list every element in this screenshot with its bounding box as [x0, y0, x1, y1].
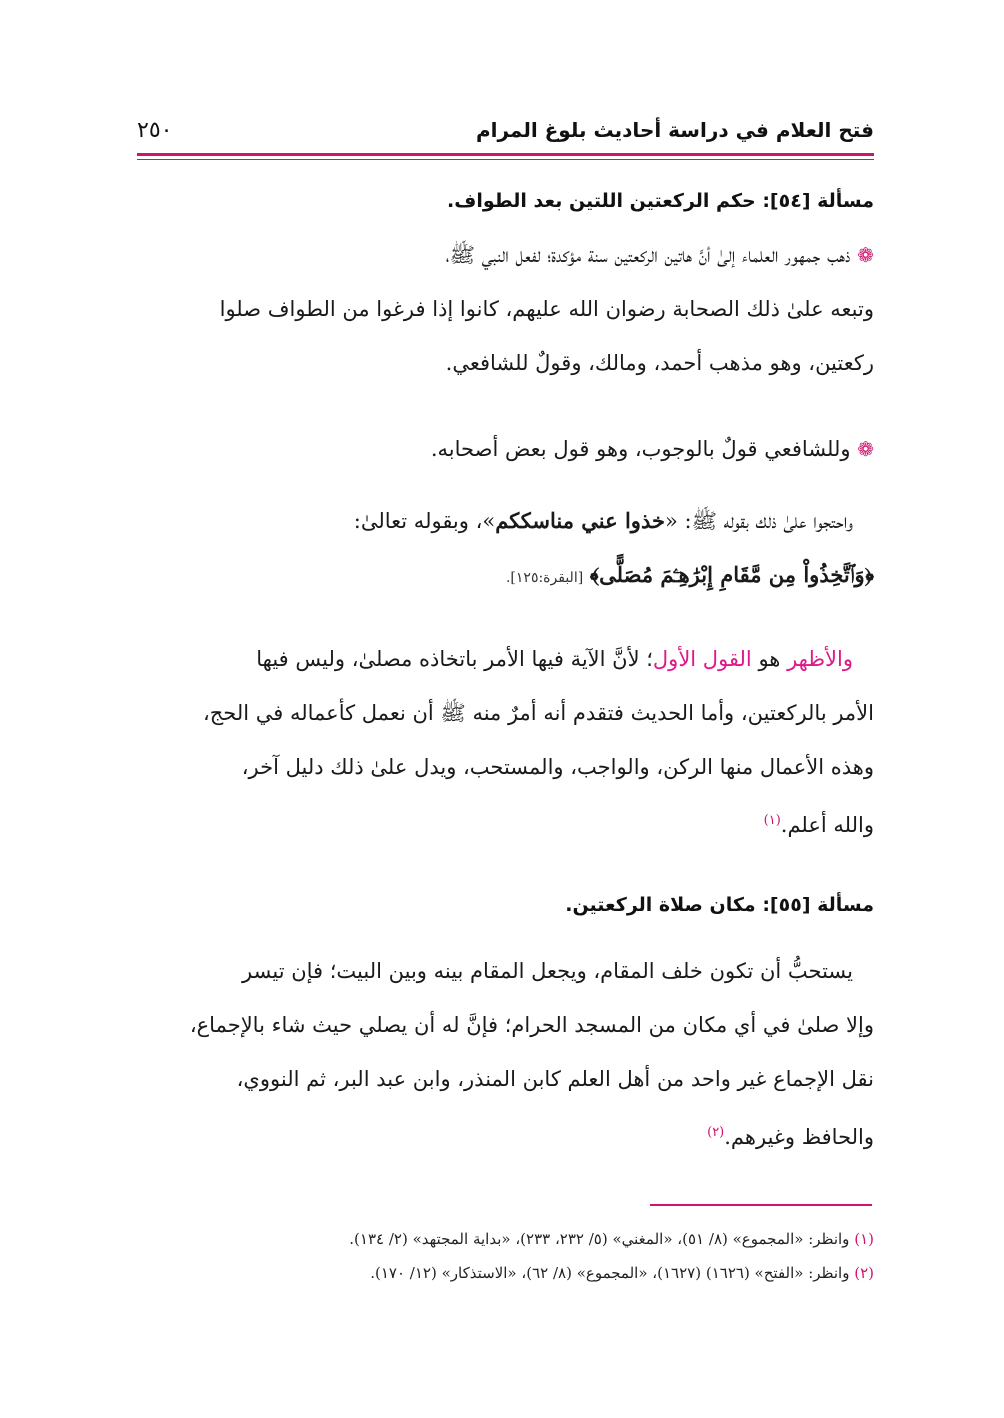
text-run: هو	[751, 647, 788, 671]
hadith-quote: خذوا عني مناسككم	[495, 508, 665, 533]
footnote-separator	[650, 1204, 872, 1206]
text-line: ركعتين، وهو مذهب أحمد، ومالك، وقولٌ للشافعي.	[445, 351, 874, 375]
text-line: نقل الإجماع غير واحد من أهل العلم كابن المنذر، وابن عبد البر، ثم النووي،	[236, 1067, 874, 1091]
text-run: واحتجوا علىٰ ذلك بقوله ﷺ: «	[664, 509, 853, 533]
header-rule-thin	[137, 159, 874, 160]
text-line: وهذه الأعمال منها الركن، والواجب، والمستحب، ويدل علىٰ ذلك دليل آخر،	[241, 755, 874, 779]
quran-verse: ﴿وَٱتَّخِذُواْ مِن مَّقَامِ إِبْرَٰهِـۧمَ مُصَلًّى﴾	[589, 562, 874, 587]
verse-reference: [البقرة:١٢٥].	[505, 570, 584, 586]
highlight-term: والأظهر	[787, 647, 853, 671]
text-run: »، وبقوله تعالىٰ:	[353, 509, 496, 533]
footnote	[130, 1256, 874, 1290]
paragraph-place-of-prayer	[130, 944, 874, 1160]
page-number: ٢٥٠	[137, 118, 173, 143]
footnote-number: (١)	[854, 1230, 874, 1248]
footnote-text: وانظر: «المجموع» (٨/ ٥١)، «المغني» (٥/ ٢٣٢، ٢٣٣)، «بداية المجتهد» (٢/ ١٣٤).	[349, 1230, 850, 1248]
paragraph-preferred-view	[130, 632, 874, 848]
text-line: والحافظ وغيرهم.	[724, 1125, 874, 1149]
text-line: وتبعه علىٰ ذلك الصحابة رضوان الله عليهم، كانوا إذا فرغوا من الطواف صلوا	[219, 297, 874, 321]
footnote-text: وانظر: «الفتح» (١٦٢٦) (١٦٢٧)، «المجموع» (٨/ ٦٢)، «الاستذكار» (١٢/ ١٧٠).	[370, 1264, 850, 1282]
text-line: الأمر بالركعتين، وأما الحديث فتقدم أنه أمرٌ منه ﷺ أن نعمل كأعماله في الحج،	[202, 701, 874, 725]
text-line: ذهب جمهور العلماء إلىٰ أنَّ هاتين الركعتين سنة مؤكدة؛ لفعل النبي ﷺ،	[445, 243, 851, 267]
book-title: فتح العلام في دراسة أحاديث بلوغ المرام	[475, 118, 874, 142]
section-54	[130, 174, 874, 228]
section-heading: مسألة [٥٤]: حكم الركعتين اللتين بعد الطواف.	[447, 190, 874, 212]
text-line: والله أعلم.	[780, 813, 874, 837]
paragraph-majority-view	[130, 228, 874, 390]
text-line: وللشافعي قولٌ بالوجوب، وهو قول بعض أصحابه.	[430, 437, 851, 461]
text-line: يستحبُّ أن تكون خلف المقام، ويجعل المقام بينه وبين البيت؛ فإن تيسر	[242, 959, 853, 983]
highlight-term: القول الأول	[652, 647, 752, 671]
footnote-number: (٢)	[854, 1264, 874, 1282]
text-run: ؛ لأنَّ الآية فيها الأمر باتخاذه مصلىٰ، وليس فيها	[256, 647, 653, 671]
footnote-ref: (٢)	[707, 1125, 725, 1140]
footnote-ref: (١)	[763, 813, 781, 828]
section-55	[130, 878, 874, 932]
header-rule-thick	[137, 153, 874, 156]
paragraph-evidence	[130, 494, 874, 602]
flower-bullet-icon: ❁	[857, 437, 874, 461]
flower-bullet-icon: ❁	[857, 243, 874, 267]
section-heading: مسألة [٥٥]: مكان صلاة الركعتين.	[565, 894, 874, 916]
footnote	[130, 1222, 874, 1256]
text-line: وإلا صلىٰ في أي مكان من المسجد الحرام؛ فإنَّ له أن يصلي حيث شاء بالإجماع،	[189, 1013, 874, 1037]
running-header	[137, 118, 874, 154]
paragraph-shafii-view	[130, 422, 874, 476]
footnotes	[130, 1222, 874, 1290]
